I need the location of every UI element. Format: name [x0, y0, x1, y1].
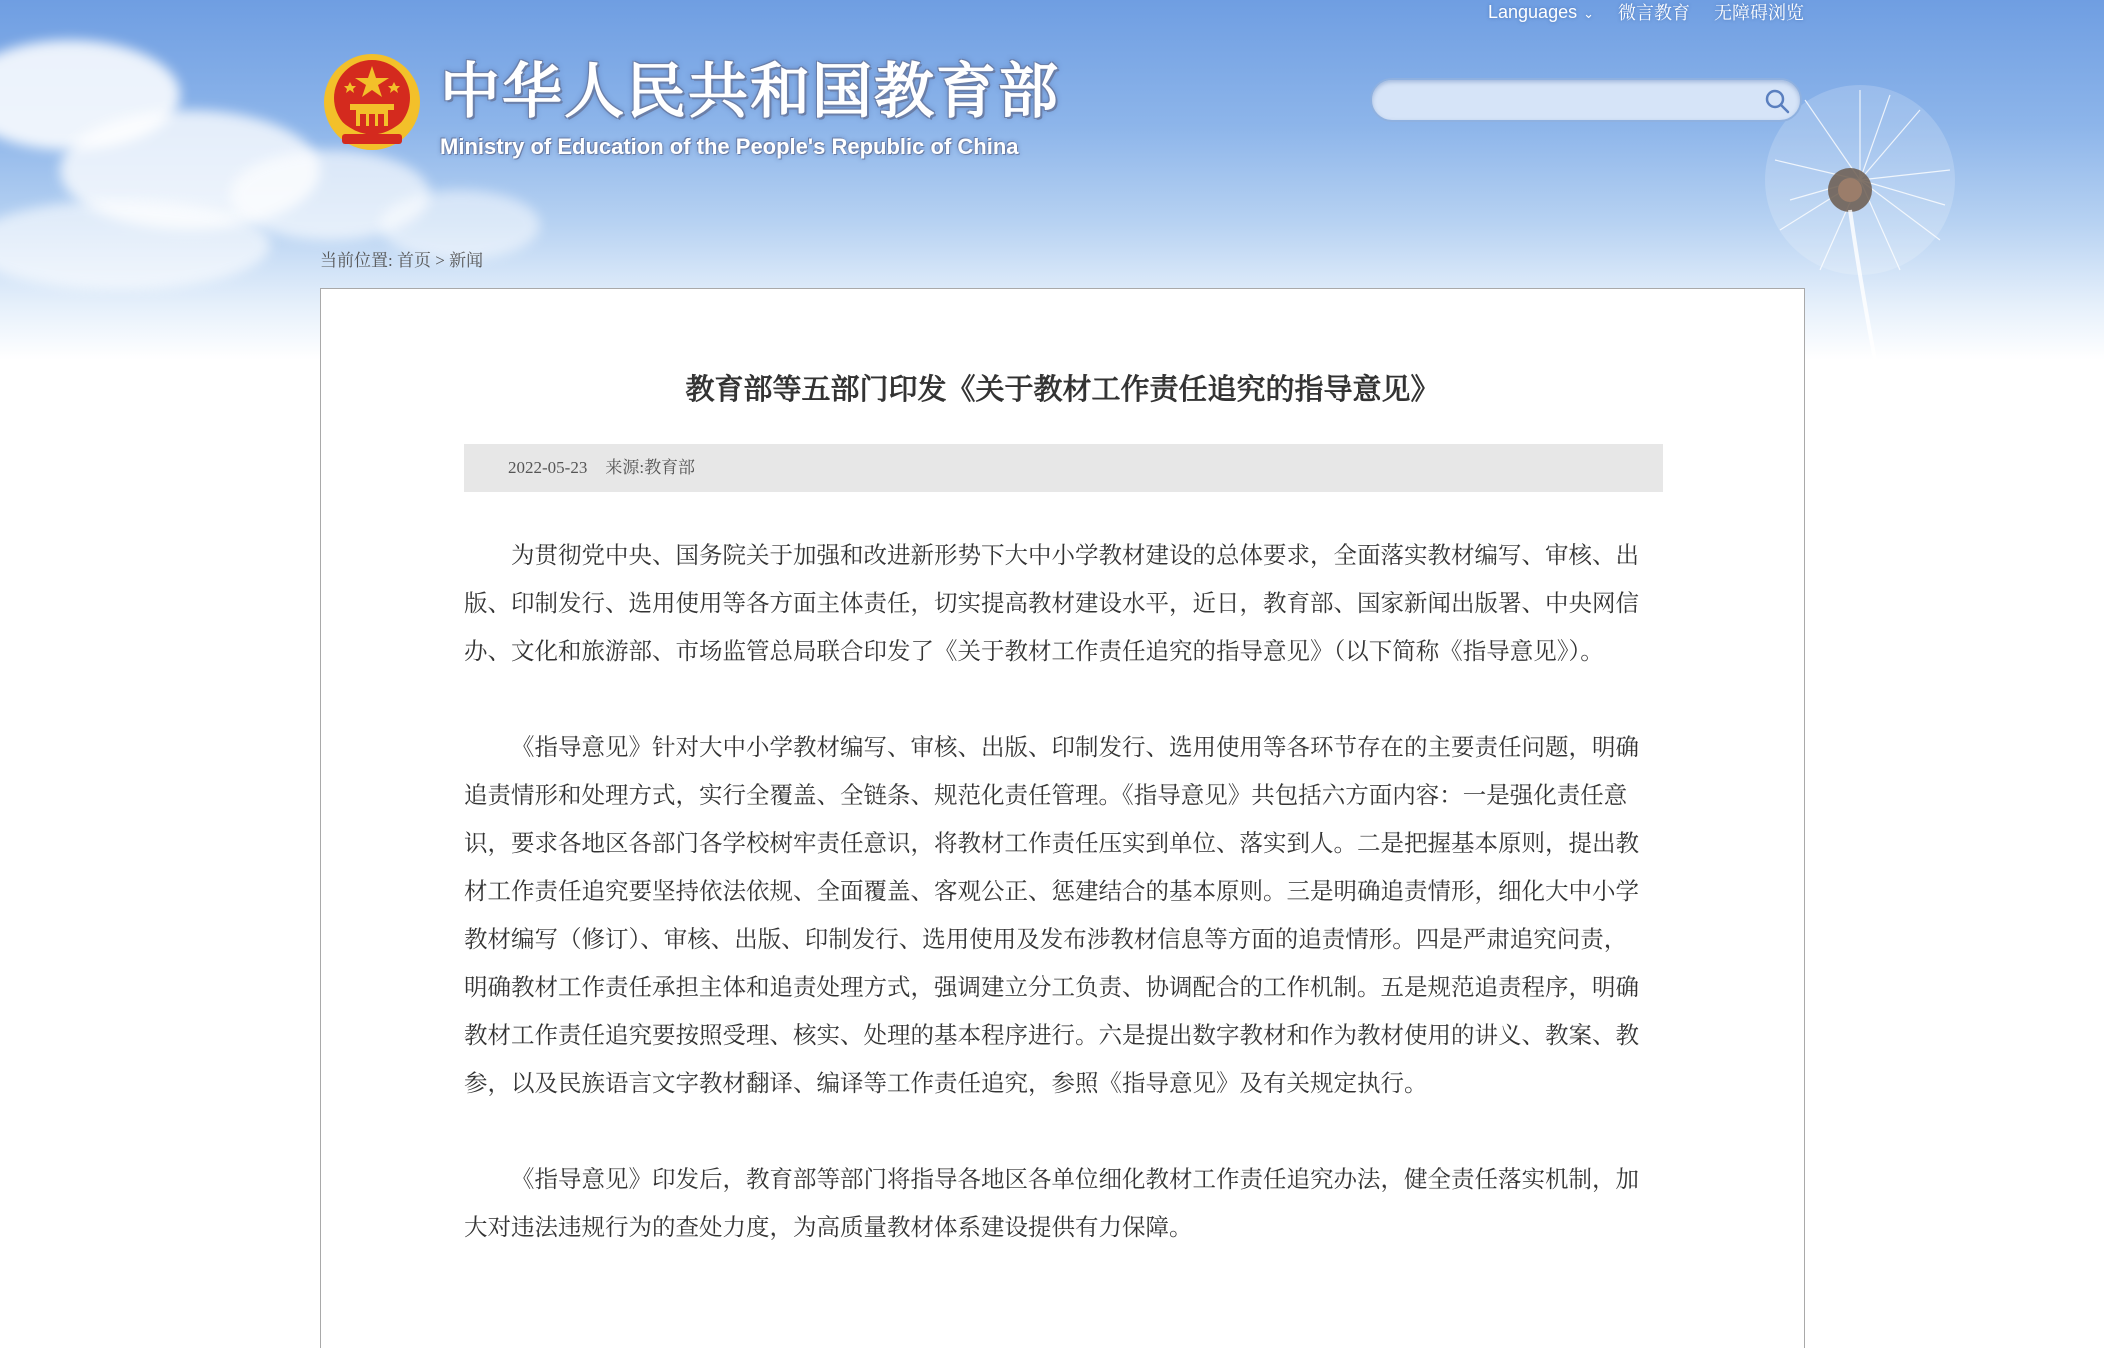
national-emblem-icon — [322, 52, 422, 152]
breadcrumb-current[interactable]: 新闻 — [449, 251, 484, 270]
article-paragraph: 为贯彻党中央、国务院关于加强和改进新形势下大中小学教材建设的总体要求，全面落实教材编写、审核、出版、印制发行、选用使用等各方面主体责任，切实提高教材建设水平，近日，教育部、国家新闻出版署、中央网信办、文化和旅游部、市场监管总局联合印发了《关于教材工作责任追究的指导意见》（以下简称《指导意见》）。 — [464, 541, 1639, 665]
article-paragraph: 《指导意见》针对大中小学教材编写、审核、出版、印制发行、选用使用等各环节存在的主要责任问题，明确追责情形和处理方式，实行全覆盖、全链条、规范化责任管理。《指导意见》共包括六方面内容：一是强化责任意识，要求各地区各部门各学校树牢责任意识，将教材工作责任压实到单位、落实到人。二是把握基本原则，提出教材工作责任追究要坚持依法依规、全面覆盖、客观公正、惩建结合的基本原则。三是明确追责情形，细化大中小学教材编写（修订）、审核、出版、印制发行、选用使用及发布涉教材信息等方面的追责情形。四是严肃追究问责，明确教材工作责任承担主体和追责处理方式，强调建立分工负责、协调配合的工作机制。五是规范追责程序，明确教材工作责任追究要按照受理、核实、处理的基本程序进行。六是提出数字教材和作为教材使用的讲义、教案、教参，以及民族语言文字教材翻译、编译等工作责任追究，参照《指导意见》及有关规定执行。 — [464, 733, 1639, 1097]
languages-label: Languages — [1488, 1, 1578, 22]
article-source-label: 来源: — [605, 458, 645, 477]
article-paragraph: 《指导意见》印发后，教育部等部门将指导各地区各单位细化教材工作责任追究办法，健全责任落实机制，加大对违法违规行为的查处力度，为高质量教材体系建设提供有力保障。 — [464, 1165, 1639, 1241]
article-container — [320, 288, 1805, 1348]
breadcrumb — [320, 246, 483, 271]
article-meta-bar — [464, 444, 1663, 492]
breadcrumb-home-link[interactable]: 首页 — [396, 251, 431, 270]
languages-link[interactable] — [1488, 2, 1594, 23]
article-title: 教育部等五部门印发《关于教材工作责任追究的指导意见》 — [685, 372, 1440, 406]
article-date: 2022-05-23 — [508, 458, 588, 477]
chevron-down-icon: ⌄ — [1583, 5, 1594, 21]
search-icon[interactable] — [1764, 88, 1790, 114]
weiyan-jiaoyu-link[interactable]: 微言教育 — [1618, 3, 1690, 23]
accessibility-link[interactable]: 无障碍浏览 — [1714, 3, 1804, 23]
site-title-en: Ministry of Education of the People's Republic of China — [440, 134, 1019, 159]
site-title-cn: 中华人民共和国教育部 — [440, 57, 1060, 127]
article-source: 教育部 — [644, 458, 696, 477]
breadcrumb-prefix: 当前位置: — [320, 251, 393, 270]
search-input[interactable] — [1390, 86, 1754, 116]
cloud-decoration — [0, 200, 270, 290]
top-links-bar — [1488, 0, 1804, 24]
breadcrumb-separator: > — [435, 251, 445, 270]
site-logo[interactable] — [322, 52, 1060, 160]
search-box — [1370, 78, 1802, 122]
article-body — [464, 531, 1650, 1299]
